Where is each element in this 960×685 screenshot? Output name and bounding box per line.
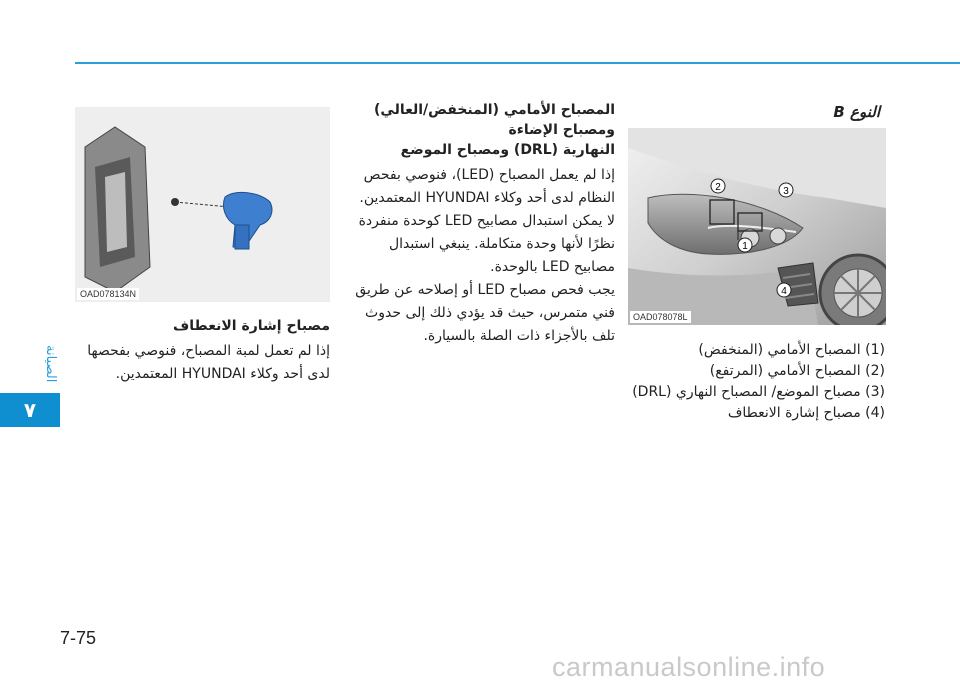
svg-text:4: 4 — [781, 286, 787, 297]
headlamp-figure — [628, 128, 886, 325]
callout-2 — [711, 179, 725, 193]
callout-1 — [738, 238, 752, 252]
left-column — [75, 316, 330, 386]
section-heading: المصباح الأمامي (المنخفض/العالي) ومصباح الإضاءة — [374, 102, 615, 138]
svg-text:1: 1 — [742, 241, 748, 252]
section-heading-cont: النهارية (DRL) ومصباح الموضع — [400, 142, 615, 158]
chapter-tab — [0, 393, 60, 427]
chapter-number: ٧ — [23, 398, 37, 422]
callout-4 — [777, 283, 791, 297]
callout-3 — [779, 183, 793, 197]
headlamp-illustration — [628, 128, 886, 325]
section-side-label: الصيانة — [43, 345, 58, 383]
watermark: carmanualsonline.info — [552, 652, 826, 682]
bulb-legend-list — [620, 340, 885, 424]
figure-code: OAD078134N — [77, 288, 139, 300]
type-title: النوع B — [833, 103, 880, 121]
body-paragraph: إذا لم تعمل لمبة المصباح، فنوصي بفحصها لدى أحد وكلاء HYUNDAI المعتمدين. — [87, 343, 330, 382]
page-number: 7-75 — [60, 628, 97, 648]
svg-text:3: 3 — [783, 186, 789, 197]
legend-item: (2) المصباح الأمامي (المرتفع) — [709, 363, 885, 379]
body-paragraph: يجب فحص مصباح LED أو إصلاحه عن طريق فني متمرس، حيث قد يؤدي ذلك إلى حدوث تلف بالأجزاء ذات الصلة بالسيارة. — [355, 282, 615, 344]
legend-item: (1) المصباح الأمامي (المنخفض) — [698, 342, 885, 358]
svg-text:2: 2 — [715, 182, 721, 193]
top-rule — [75, 62, 960, 64]
legend-item: (3) مصباح الموضع/ المصباح النهاري (DRL) — [632, 384, 885, 400]
turn-signal-illustration — [75, 107, 330, 302]
section-heading: مصباح إشارة الانعطاف — [173, 318, 330, 334]
turn-signal-figure — [75, 107, 330, 302]
figure-code: OAD078078L — [630, 311, 691, 323]
body-paragraph: إذا لم يعمل المصباح (LED)، فنوصي بفحص النظام لدى أحد وكلاء HYUNDAI المعتمدين. لا يمكن استبدال مصابيح LED كوحدة منفردة نظرًا لأنها وحدة متكاملة. ينبغي استبدال مصابيح LED بالوحدة. — [358, 167, 615, 275]
legend-item: (4) مصباح إشارة الانعطاف — [727, 405, 885, 421]
middle-column — [350, 100, 615, 348]
